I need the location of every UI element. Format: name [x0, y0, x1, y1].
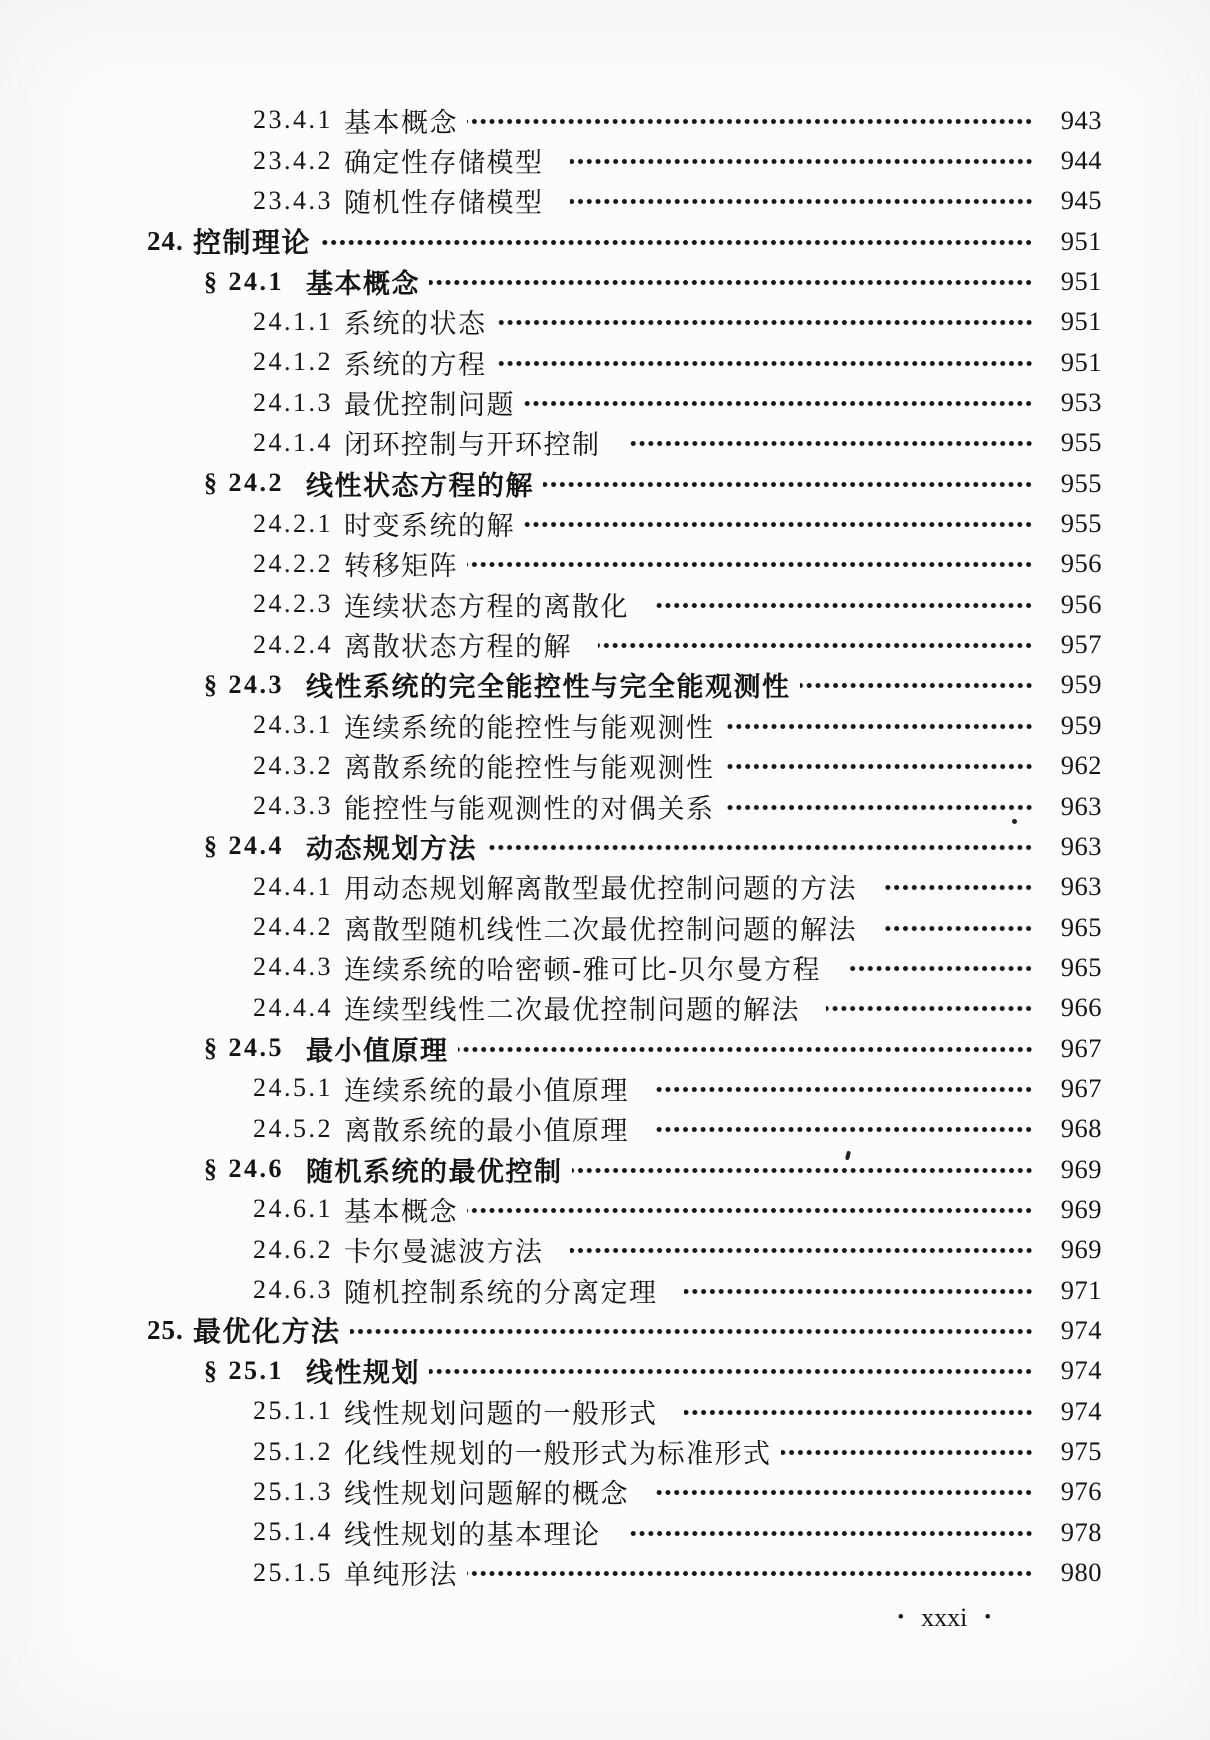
- toc-entry-page: 955: [1060, 467, 1102, 498]
- footer-dot-left: •: [897, 1607, 905, 1628]
- toc-entry-title: 离散系统的最小值原理: [344, 1116, 629, 1147]
- toc-entry-page: 959: [1060, 709, 1102, 740]
- toc-entry-page: 965: [1060, 911, 1102, 942]
- toc-entry-page: 963: [1060, 830, 1102, 861]
- dot-leader: [467, 558, 1033, 571]
- toc-entry: [0, 261, 1102, 301]
- toc-entry-number: 24.5.2: [253, 1113, 333, 1143]
- toc-entry-number: 23.4.3: [253, 185, 333, 215]
- toc-entry: [0, 302, 1102, 342]
- toc-entry-title: 单纯形法: [344, 1560, 458, 1591]
- toc-entry: [0, 1310, 1102, 1350]
- dot-leader: [655, 1486, 1033, 1499]
- toc-entry-title: 化线性规划的一般形式为标准形式: [344, 1439, 772, 1470]
- toc-entry: [0, 1028, 1102, 1068]
- footer-page-number: xxxi: [921, 1603, 968, 1632]
- toc-entry: [0, 624, 1102, 664]
- toc-entry-number: 24.1.1: [253, 306, 333, 336]
- toc-entry: [0, 705, 1102, 745]
- toc-entry-title: 连续型线性二次最优控制问题的解法: [344, 995, 800, 1026]
- toc-entry: [0, 1391, 1102, 1431]
- toc-entry-number: § 25.1: [204, 1355, 284, 1385]
- toc-entry-page: 967: [1060, 1072, 1102, 1103]
- toc-entry-number: 24.2.3: [253, 589, 333, 619]
- toc-entry: [0, 665, 1102, 705]
- toc-entry: [0, 1270, 1102, 1310]
- toc-entry-title: 线性系统的完全能控性与完全能观测性: [306, 672, 791, 703]
- toc-entry-number: 24.2.1: [253, 508, 333, 538]
- toc-entry: [0, 786, 1102, 826]
- toc-entry-page: 963: [1060, 790, 1102, 821]
- toc-entry-title: 用动态规划解离散型最优控制问题的方法: [344, 874, 857, 905]
- toc-entry-title: 随机控制系统的分离定理: [344, 1277, 658, 1308]
- toc-entry-page: 965: [1060, 951, 1102, 982]
- dot-leader: [429, 276, 1033, 289]
- toc-entry-number: 24.3.3: [253, 791, 333, 821]
- toc-entry-page: 969: [1060, 1234, 1102, 1265]
- toc-entry: [0, 1472, 1102, 1512]
- toc-entry: [0, 988, 1102, 1028]
- toc-entry: [0, 867, 1102, 907]
- dot-leader: [826, 1002, 1033, 1015]
- toc-entry: [0, 544, 1102, 584]
- dot-leader: [724, 720, 1034, 733]
- toc-entry-title: 连续状态方程的离散化: [344, 591, 629, 622]
- dot-leader: [458, 1043, 1034, 1056]
- toc-entry-page: 955: [1060, 427, 1102, 458]
- toc-entry-page: 944: [1060, 145, 1102, 176]
- toc-entry: [0, 826, 1102, 866]
- toc-entry-number: 24.1.2: [253, 347, 333, 377]
- toc-entry-number: 24.: [147, 225, 184, 256]
- toc-entry-number: 23.4.2: [253, 145, 333, 175]
- toc-entry-title: 线性规划的基本理论: [344, 1519, 601, 1550]
- toc-entry-title: 确定性存储模型: [344, 148, 544, 179]
- toc-entry-title: 连续系统的哈密顿-雅可比-贝尔曼方程: [344, 954, 821, 985]
- dot-leader: [570, 155, 1034, 168]
- dot-leader: [684, 1406, 1034, 1419]
- toc-entry-number: 24.2.4: [253, 629, 333, 659]
- toc-entry-title: 离散型随机线性二次最优控制问题的解法: [344, 914, 857, 945]
- toc-entry-title: 转移矩阵: [344, 551, 458, 582]
- toc-entry-page: 962: [1060, 750, 1102, 781]
- toc-entry-page: 951: [1060, 266, 1102, 297]
- toc-entry: [0, 1109, 1102, 1149]
- toc-entry-number: 24.6.3: [253, 1275, 333, 1305]
- toc-entry: [0, 463, 1102, 503]
- toc-entry-page: 974: [1060, 1395, 1102, 1426]
- toc-entry-title: 线性规划问题的一般形式: [344, 1398, 658, 1429]
- toc-entry-page: 945: [1060, 185, 1102, 216]
- toc-entry-number: § 24.2: [204, 468, 284, 498]
- toc-entry-number: 25.1.4: [253, 1517, 333, 1547]
- toc-entry-page: 980: [1060, 1557, 1102, 1588]
- toc-entry-title: 线性状态方程的解: [306, 470, 534, 501]
- toc-entry: [0, 1189, 1102, 1229]
- toc-entry: [0, 907, 1102, 947]
- toc-entry-title: 最小值原理: [306, 1035, 449, 1066]
- toc-entry-page: 969: [1060, 1193, 1102, 1224]
- dot-leader: [627, 437, 1034, 450]
- dot-leader: [467, 1567, 1033, 1580]
- toc-entry-title: 基本概念: [344, 1196, 458, 1227]
- toc-entry-page: 951: [1060, 225, 1102, 256]
- toc-entry-page: 966: [1060, 992, 1102, 1023]
- toc-entry-title: 连续系统的最小值原理: [344, 1075, 629, 1106]
- toc-entry-number: 24.4.3: [253, 952, 333, 982]
- toc-entry-title: 系统的方程: [344, 349, 487, 380]
- dot-leader: [524, 397, 1033, 410]
- toc-entry-number: § 24.5: [204, 1033, 284, 1063]
- dot-leader: [847, 962, 1033, 975]
- toc-entry: [0, 1068, 1102, 1108]
- dot-leader: [496, 357, 1034, 370]
- toc-entry: [0, 1552, 1102, 1592]
- toc-entry-page: 975: [1060, 1436, 1102, 1467]
- dot-leader: [570, 1244, 1034, 1257]
- toc-entry: [0, 1431, 1102, 1471]
- toc-entry-title: 最优控制问题: [344, 390, 515, 421]
- dot-leader: [320, 236, 1033, 249]
- toc-entry-number: 24.5.1: [253, 1073, 333, 1103]
- toc-entry-page: 956: [1060, 548, 1102, 579]
- dot-leader: [350, 1325, 1033, 1338]
- toc-entry-number: 24.6.2: [253, 1234, 333, 1264]
- toc-entry: [0, 221, 1102, 261]
- dot-leader: [800, 679, 1034, 692]
- toc-entry-number: § 24.6: [204, 1154, 284, 1184]
- dot-leader: [429, 1365, 1033, 1378]
- toc-entry-title: 卡尔曼滤波方法: [344, 1237, 544, 1268]
- toc-entry-number: 24.1.4: [253, 427, 333, 457]
- toc-list: [0, 100, 1102, 1593]
- dot-leader: [684, 1285, 1034, 1298]
- toc-entry-page: 963: [1060, 871, 1102, 902]
- toc-entry-page: 955: [1060, 508, 1102, 539]
- dot-leader: [496, 316, 1034, 329]
- toc-entry-page: 953: [1060, 387, 1102, 418]
- toc-entry-number: 24.3.2: [253, 750, 333, 780]
- dot-leader: [467, 1204, 1033, 1217]
- toc-entry: [0, 584, 1102, 624]
- dot-leader: [655, 1083, 1033, 1096]
- toc-entry: [0, 1512, 1102, 1552]
- toc-entry-page: 974: [1060, 1314, 1102, 1345]
- dot-leader: [883, 922, 1033, 935]
- toc-entry-title: 线性规划问题解的概念: [344, 1479, 629, 1510]
- toc-entry: [0, 1351, 1102, 1391]
- dot-leader: [598, 639, 1033, 652]
- toc-entry: [0, 342, 1102, 382]
- toc-entry: [0, 746, 1102, 786]
- toc-entry-number: 24.2.2: [253, 548, 333, 578]
- toc-entry-title: 最优化方法: [193, 1316, 341, 1348]
- toc-entry-title: 能控性与能观测性的对偶关系: [344, 793, 715, 824]
- toc-entry: [0, 382, 1102, 422]
- toc-entry-page: 959: [1060, 669, 1102, 700]
- dot-leader: [467, 115, 1033, 128]
- dot-leader: [572, 1164, 1034, 1177]
- toc-entry-title: 基本概念: [344, 107, 458, 138]
- toc-entry-title: 随机系统的最优控制: [306, 1156, 563, 1187]
- toc-entry-title: 基本概念: [306, 269, 420, 300]
- toc-entry-title: 离散系统的能控性与能观测性: [344, 753, 715, 784]
- toc-entry-title: 连续系统的能控性与能观测性: [344, 712, 715, 743]
- toc-entry-number: 24.3.1: [253, 710, 333, 740]
- toc-entry-number: § 24.4: [204, 831, 284, 861]
- toc-entry-number: 25.: [147, 1314, 184, 1345]
- toc-entry-page: 969: [1060, 1153, 1102, 1184]
- toc-entry-number: 25.1.5: [253, 1557, 333, 1587]
- dot-leader: [781, 1446, 1034, 1459]
- toc-entry-number: 25.1.2: [253, 1436, 333, 1466]
- toc-entry: [0, 100, 1102, 140]
- toc-entry-title: 闭环控制与开环控制: [344, 430, 601, 461]
- toc-entry: [0, 503, 1102, 543]
- dot-leader: [655, 1123, 1033, 1136]
- dot-leader: [655, 599, 1033, 612]
- toc-entry-page: 951: [1060, 306, 1102, 337]
- toc-entry-number: 25.1.3: [253, 1476, 333, 1506]
- dot-leader: [724, 760, 1034, 773]
- toc-entry: [0, 1149, 1102, 1189]
- toc-entry-number: 23.4.1: [253, 105, 333, 135]
- toc-entry-title: 离散状态方程的解: [344, 632, 572, 663]
- dot-leader: [524, 518, 1033, 531]
- toc-entry-title: 控制理论: [193, 227, 312, 259]
- toc-entry-page: 976: [1060, 1476, 1102, 1507]
- footer-dot-right: •: [984, 1607, 991, 1628]
- toc-entry: [0, 947, 1102, 987]
- toc-entry-number: 24.6.1: [253, 1194, 333, 1224]
- toc-entry-title: 时变系统的解: [344, 511, 515, 542]
- toc-entry: [0, 423, 1102, 463]
- toc-entry-page: 967: [1060, 1032, 1102, 1063]
- dot-leader: [570, 195, 1034, 208]
- toc-entry: [0, 140, 1102, 180]
- dot-leader: [627, 1527, 1034, 1540]
- toc-entry-page: 951: [1060, 346, 1102, 377]
- toc-entry-page: 957: [1060, 629, 1102, 660]
- toc-entry-title: 随机性存储模型: [344, 188, 544, 219]
- toc-entry-page: 968: [1060, 1113, 1102, 1144]
- toc-entry-number: 24.1.3: [253, 387, 333, 417]
- dot-leader: [543, 478, 1033, 491]
- dot-leader: [486, 841, 1033, 854]
- toc-entry-page: 943: [1060, 104, 1102, 135]
- toc-entry: [0, 1230, 1102, 1270]
- toc-entry-number: 24.4.1: [253, 871, 333, 901]
- toc-entry-number: 24.4.4: [253, 992, 333, 1022]
- dot-leader: [724, 801, 1034, 814]
- toc-entry-title: 系统的状态: [344, 309, 487, 340]
- toc-entry-number: § 24.1: [204, 266, 284, 296]
- toc-entry-title: 线性规划: [306, 1358, 420, 1389]
- toc-entry-page: 974: [1060, 1355, 1102, 1386]
- toc-entry-page: 978: [1060, 1516, 1102, 1547]
- toc-entry: [0, 181, 1102, 221]
- dot-leader: [883, 881, 1033, 894]
- toc-entry-title: 动态规划方法: [306, 833, 477, 864]
- toc-entry-number: 25.1.1: [253, 1396, 333, 1426]
- toc-entry-number: § 24.3: [204, 669, 284, 699]
- scan-speck-dot: [1012, 819, 1017, 824]
- page-footer: [897, 1603, 991, 1633]
- toc-entry-page: 971: [1060, 1274, 1102, 1305]
- toc-entry-number: 24.4.2: [253, 912, 333, 942]
- toc-entry-page: 956: [1060, 588, 1102, 619]
